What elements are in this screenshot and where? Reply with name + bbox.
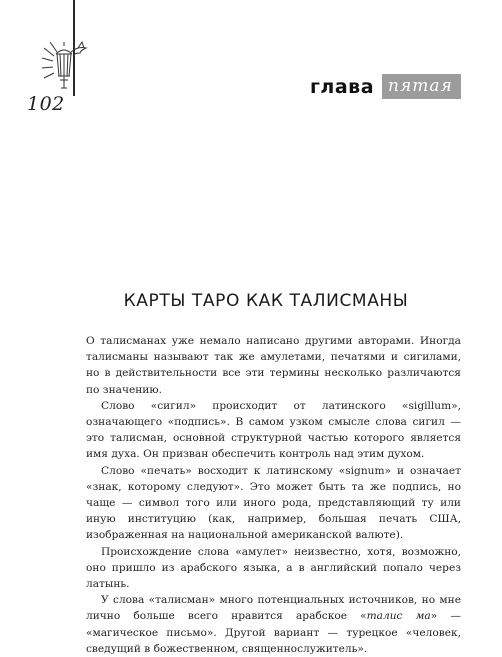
paragraph-text: » — «магическое письмо». Другой вариант — турецкое «человек, сведущий в божественном, священнослужитель». [86, 610, 461, 655]
section-title: КАРТЫ ТАРО КАК ТАЛИСМАНЫ [123, 291, 409, 311]
paragraph-text: У слова «талисман» много потенциальных источников, но мне лично больше всего нравится арабское « [86, 594, 461, 623]
page-number: 102 [27, 93, 65, 115]
chapter-label: глава [310, 75, 375, 98]
paragraph: Происхождение слова «амулет» неизвестно, хотя, возможно, оно пришло из арабского языка, а в английский попало через латынь. [86, 545, 461, 591]
italic-term: талис ма [366, 610, 431, 623]
chapter-ordinal-badge: пятая [382, 74, 461, 99]
paragraph: Слово «печать» восходит к латинскому «signum» и означает «знак, которому следуют». Это может быть та же подпись, но чаще — символ того или иного рода, представляющий ту или иную институцию (как, например, большая печать США, изображенная на национальной американской валюте). [86, 464, 461, 542]
paragraph [86, 592, 461, 657]
chapter-heading [310, 74, 461, 99]
lantern-emblem-icon [38, 36, 94, 98]
paragraph: О талисманах уже немало написано другими авторами. Иногда талисманы называют так же амулетами, печатями и сигилами, но в действительности все эти термины несколько различаются по значению. [86, 335, 461, 396]
paragraph: Слово «сигил» происходит от латинского «sigillum», означающего «подпись». В самом узком смысле слова сигил — это талисман, основной структурной частью которого является имя духа. Он призван обеспечить контроль над этим духом. [86, 399, 461, 461]
body-text [86, 333, 461, 657]
